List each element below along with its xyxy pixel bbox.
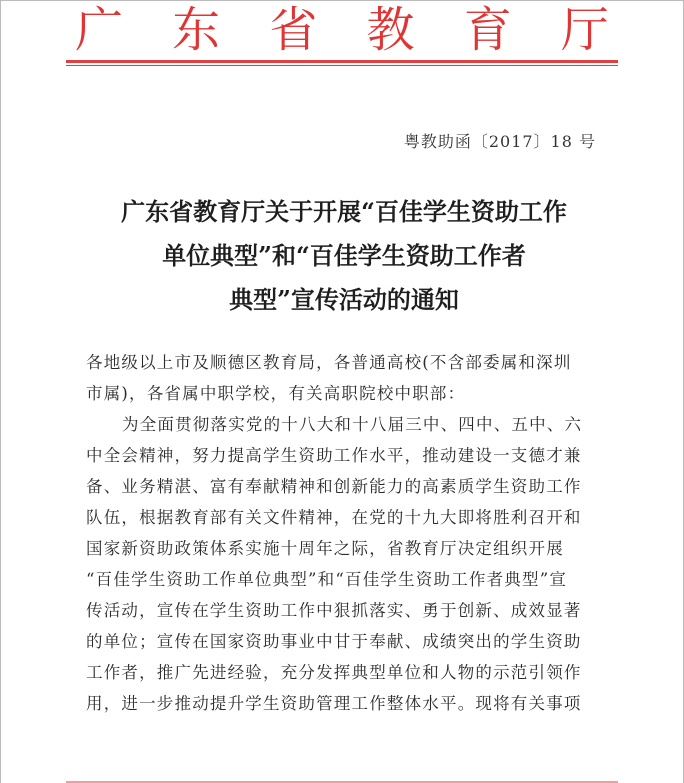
letterhead-char: 教 xyxy=(366,1,415,58)
letterhead-rule-thick xyxy=(66,60,618,63)
letterhead-title xyxy=(64,0,620,56)
body-line: 的单位；宣传在国家资助事业中甘于奉献、成绩突出的学生资助 xyxy=(86,632,582,651)
body-line: 工作者，推广先进经验，充分发挥典型单位和人物的示范引领作 xyxy=(86,663,582,682)
body-line: 为全面贯彻落实党的十八大和十八届三中、四中、五中、六 xyxy=(122,415,583,434)
title-line: 典型”宣传活动的通知 xyxy=(229,285,459,314)
body-line: 市属)，各省属中职学校，有关高职院校中职部： xyxy=(86,384,466,403)
letterhead-char: 育 xyxy=(463,1,512,58)
document-number: 粤教助函〔2017〕18 号 xyxy=(403,132,596,151)
body-line: 备、业务精湛、富有奉献精神和创新能力的高素质学生资助工作 xyxy=(86,477,582,496)
body-line: 用，进一步推动提升学生资助管理工作整体水平。现将有关事项 xyxy=(86,694,582,713)
body-line: 国家新资助政策体系实施十周年之际，省教育厅决定组织开展 xyxy=(86,539,564,558)
body-line: 传活动，宣传在学生资助工作中狠抓落实、勇于创新、成效显著 xyxy=(86,601,582,620)
letterhead-char: 广 xyxy=(74,1,123,58)
body-line: 中全会精神，努力提高学生资助工作水平，推动建设一支德才兼 xyxy=(86,446,582,465)
page-border-left xyxy=(0,0,1,783)
document-title xyxy=(70,190,618,322)
body-line: 队伍，根据教育部有关文件精神，在党的十九大即将胜利召开和 xyxy=(86,508,582,527)
document-body xyxy=(86,347,606,719)
letterhead-rule-thin xyxy=(66,65,618,66)
body-line: 各地级以上市及顺德区教育局，各普通高校(不含部委属和深圳 xyxy=(86,353,572,372)
body-line: “百佳学生资助工作单位典型”和“百佳学生资助工作者典型”宣 xyxy=(86,570,568,589)
letterhead-char: 厅 xyxy=(560,1,609,58)
letterhead-char: 省 xyxy=(269,1,318,58)
title-line: 广东省教育厅关于开展“百佳学生资助工作 xyxy=(121,197,567,226)
letterhead-char: 东 xyxy=(172,1,221,58)
title-line: 单位典型”和“百佳学生资助工作者 xyxy=(162,241,526,270)
